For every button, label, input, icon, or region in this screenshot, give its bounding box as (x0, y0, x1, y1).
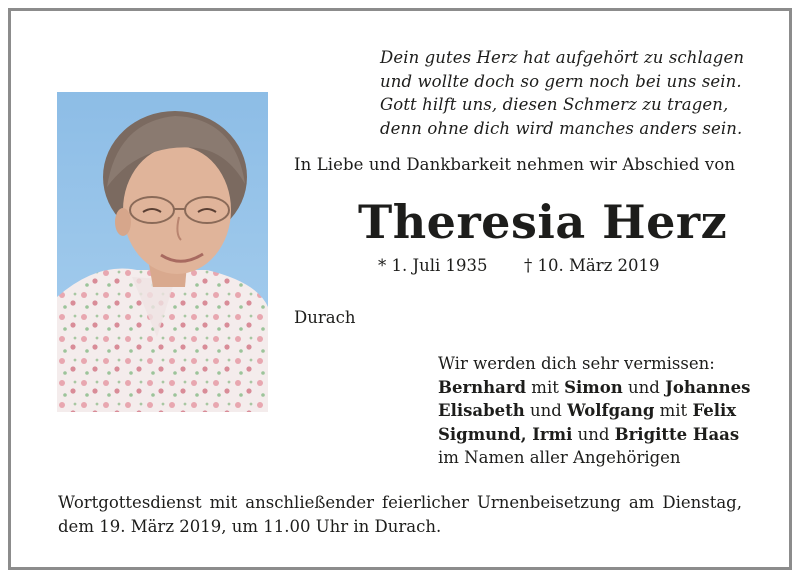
service-line: dem 19. März 2019, um 11.00 Uhr in Durach. (58, 516, 442, 536)
life-dates (378, 256, 660, 275)
mourner-name: Simon (564, 377, 623, 397)
connector: mit (654, 401, 693, 420)
connector: und (524, 401, 568, 420)
connector: und (622, 377, 666, 397)
verse-line: und wollte doch so gern noch bei uns sein. (380, 71, 742, 91)
mourner-name: Elisabeth (438, 401, 525, 420)
farewell-intro: In Liebe und Dankbarkeit nehmen wir Abschied von (294, 155, 736, 174)
mourners-row (438, 423, 750, 447)
mourner-name: Brigitte Haas (614, 424, 740, 444)
mourner-name: Bernhard (438, 377, 527, 397)
residence-place: Durach (294, 308, 356, 327)
mourners-row (438, 376, 750, 400)
mourner-name: Johannes (665, 377, 751, 397)
mourners-closing: im Namen aller Angehörigen (438, 448, 681, 467)
memorial-verse (380, 46, 780, 140)
connector: und (572, 424, 615, 444)
connector: mit (526, 377, 565, 397)
mourner-name: Sigmund, Irmi (438, 424, 573, 444)
death-date: † 10. März 2019 (524, 256, 660, 275)
birth-date: * 1. Juli 1935 (378, 256, 488, 275)
portrait-photo (57, 92, 268, 412)
verse-line: Gott hilft uns, diesen Schmerz zu tragen, (380, 95, 729, 114)
mourners-row (438, 399, 750, 423)
mourners-heading: Wir werden dich sehr vermissen: (438, 354, 715, 373)
verse-line: Dein gutes Herz hat aufgehört zu schlagen (380, 48, 745, 67)
deceased-name: Theresia Herz (358, 195, 728, 249)
mourner-name: Wolfgang (567, 401, 655, 420)
verse-line: denn ohne dich wird manches anders sein. (380, 118, 743, 138)
mourners-block (438, 352, 750, 470)
service-notice (58, 491, 742, 538)
mourner-name: Felix (692, 401, 737, 420)
service-line: Wortgottesdienst mit anschließender feierlicher Urnenbeisetzung am Dienstag, (58, 493, 742, 512)
